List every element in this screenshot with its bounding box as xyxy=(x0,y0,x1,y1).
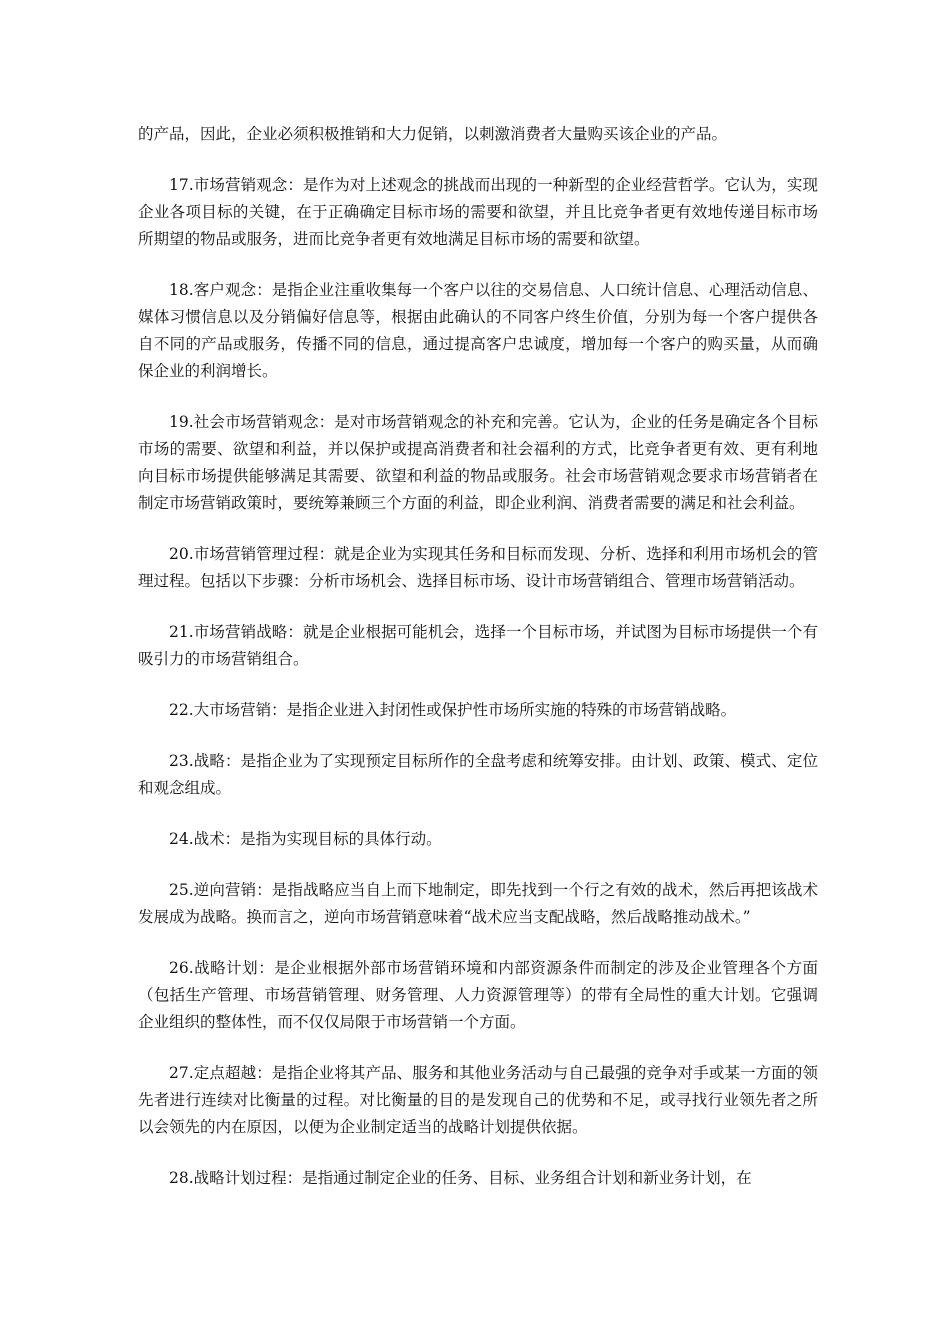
paragraph-23-strategy: 23.战略：是指企业为了实现预定目标所作的全盘考虑和统筹安排。由计划、政策、模式、定位和观念组成。 xyxy=(138,752,818,797)
paragraph-21-marketing-strategy: 21.市场营销战略：就是企业根据可能机会，选择一个目标市场，并试图为目标市场提供一个有吸引力的市场营销组合。 xyxy=(138,623,818,668)
paragraph-26-strategic-plan: 26.战略计划：是企业根据外部市场营销环境和内部资源条件而制定的涉及企业管理各个方面（包括生产管理、市场营销管理、财务管理、人力资源管理等）的带有全局性的重大计划。它强调企业组织的整体性，而不仅仅局限于市场营销一个方面。 xyxy=(138,959,818,1031)
paragraph-17-marketing-concept: 17.市场营销观念：是作为对上述观念的挑战而出现的一种新型的企业经营哲学。它认为，实现企业各项目标的关键，在于正确确定目标市场的需要和欲望，并且比竞争者更有效地传递目标市场所期望的物品或服务，进而比竞争者更有效地满足目标市场的需要和欲望。 xyxy=(138,176,818,248)
paragraph-24-tactics: 24.战术：是指为实现目标的具体行动。 xyxy=(169,830,442,848)
paragraph-25-bottom-up-marketing: 25.逆向营销：是指战略应当自上而下地制定，即先找到一个行之有效的战术，然后再把该战术发展成为战略。换而言之，逆向市场营销意味着“战术应当支配战略，然后战略推动战术。” xyxy=(138,881,818,926)
paragraph-18-customer-concept: 18.客户观念：是指企业注重收集每一个客户以往的交易信息、人口统计信息、心理活动信息、媒体习惯信息以及分销偏好信息等，根据由此确认的不同客户终生价值，分别为每一个客户提供各自不同的产品或服务，传播不同的信息，通过提高客户忠诚度，增加每一个客户的购买量，从而确保企业的利润增长。 xyxy=(138,281,818,380)
paragraph-19-societal-marketing-concept: 19.社会市场营销观念：是对市场营销观念的补充和完善。它认为，企业的任务是确定各个目标市场的需要、欲望和利益，并以保护或提高消费者和社会福利的方式，比竞争者更有效、更有利地向目标市场提供能够满足其需要、欲望和利益的物品或服务。社会市场营销观念要求市场营销者在制定市场营销政策时，要统筹兼顾三个方面的利益，即企业利润、消费者需要的满足和社会利益。 xyxy=(138,413,818,512)
paragraph-28-strategic-planning-process: 28.战略计划过程：是指通过制定企业的任务、目标、业务组合计划和新业务计划，在 xyxy=(169,1169,752,1187)
paragraph-27-benchmarking: 27.定点超越：是指企业将其产品、服务和其他业务活动与自己最强的竞争对手或某一方面的领先者进行连续对比衡量的过程。对比衡量的目的是发现自己的优势和不足，或寻找行业领先者之所以会领先的内在原因，以便为企业制定适当的战略计划提供依据。 xyxy=(138,1064,818,1136)
document-page xyxy=(138,121,818,1192)
paragraph-continuation: 的产品，因此，企业必须积极推销和大力促销，以刺激消费者大量购买该企业的产品。 xyxy=(138,125,728,143)
paragraph-20-marketing-management-process: 20.市场营销管理过程：就是企业为实现其任务和目标而发现、分析、选择和利用市场机会的管理过程。包括以下步骤：分析市场机会、选择目标市场、设计市场营销组合、管理市场营销活动。 xyxy=(138,545,818,590)
paragraph-22-megamarketing: 22.大市场营销：是指企业进入封闭性或保护性市场所实施的特殊的市场营销战略。 xyxy=(169,701,737,719)
